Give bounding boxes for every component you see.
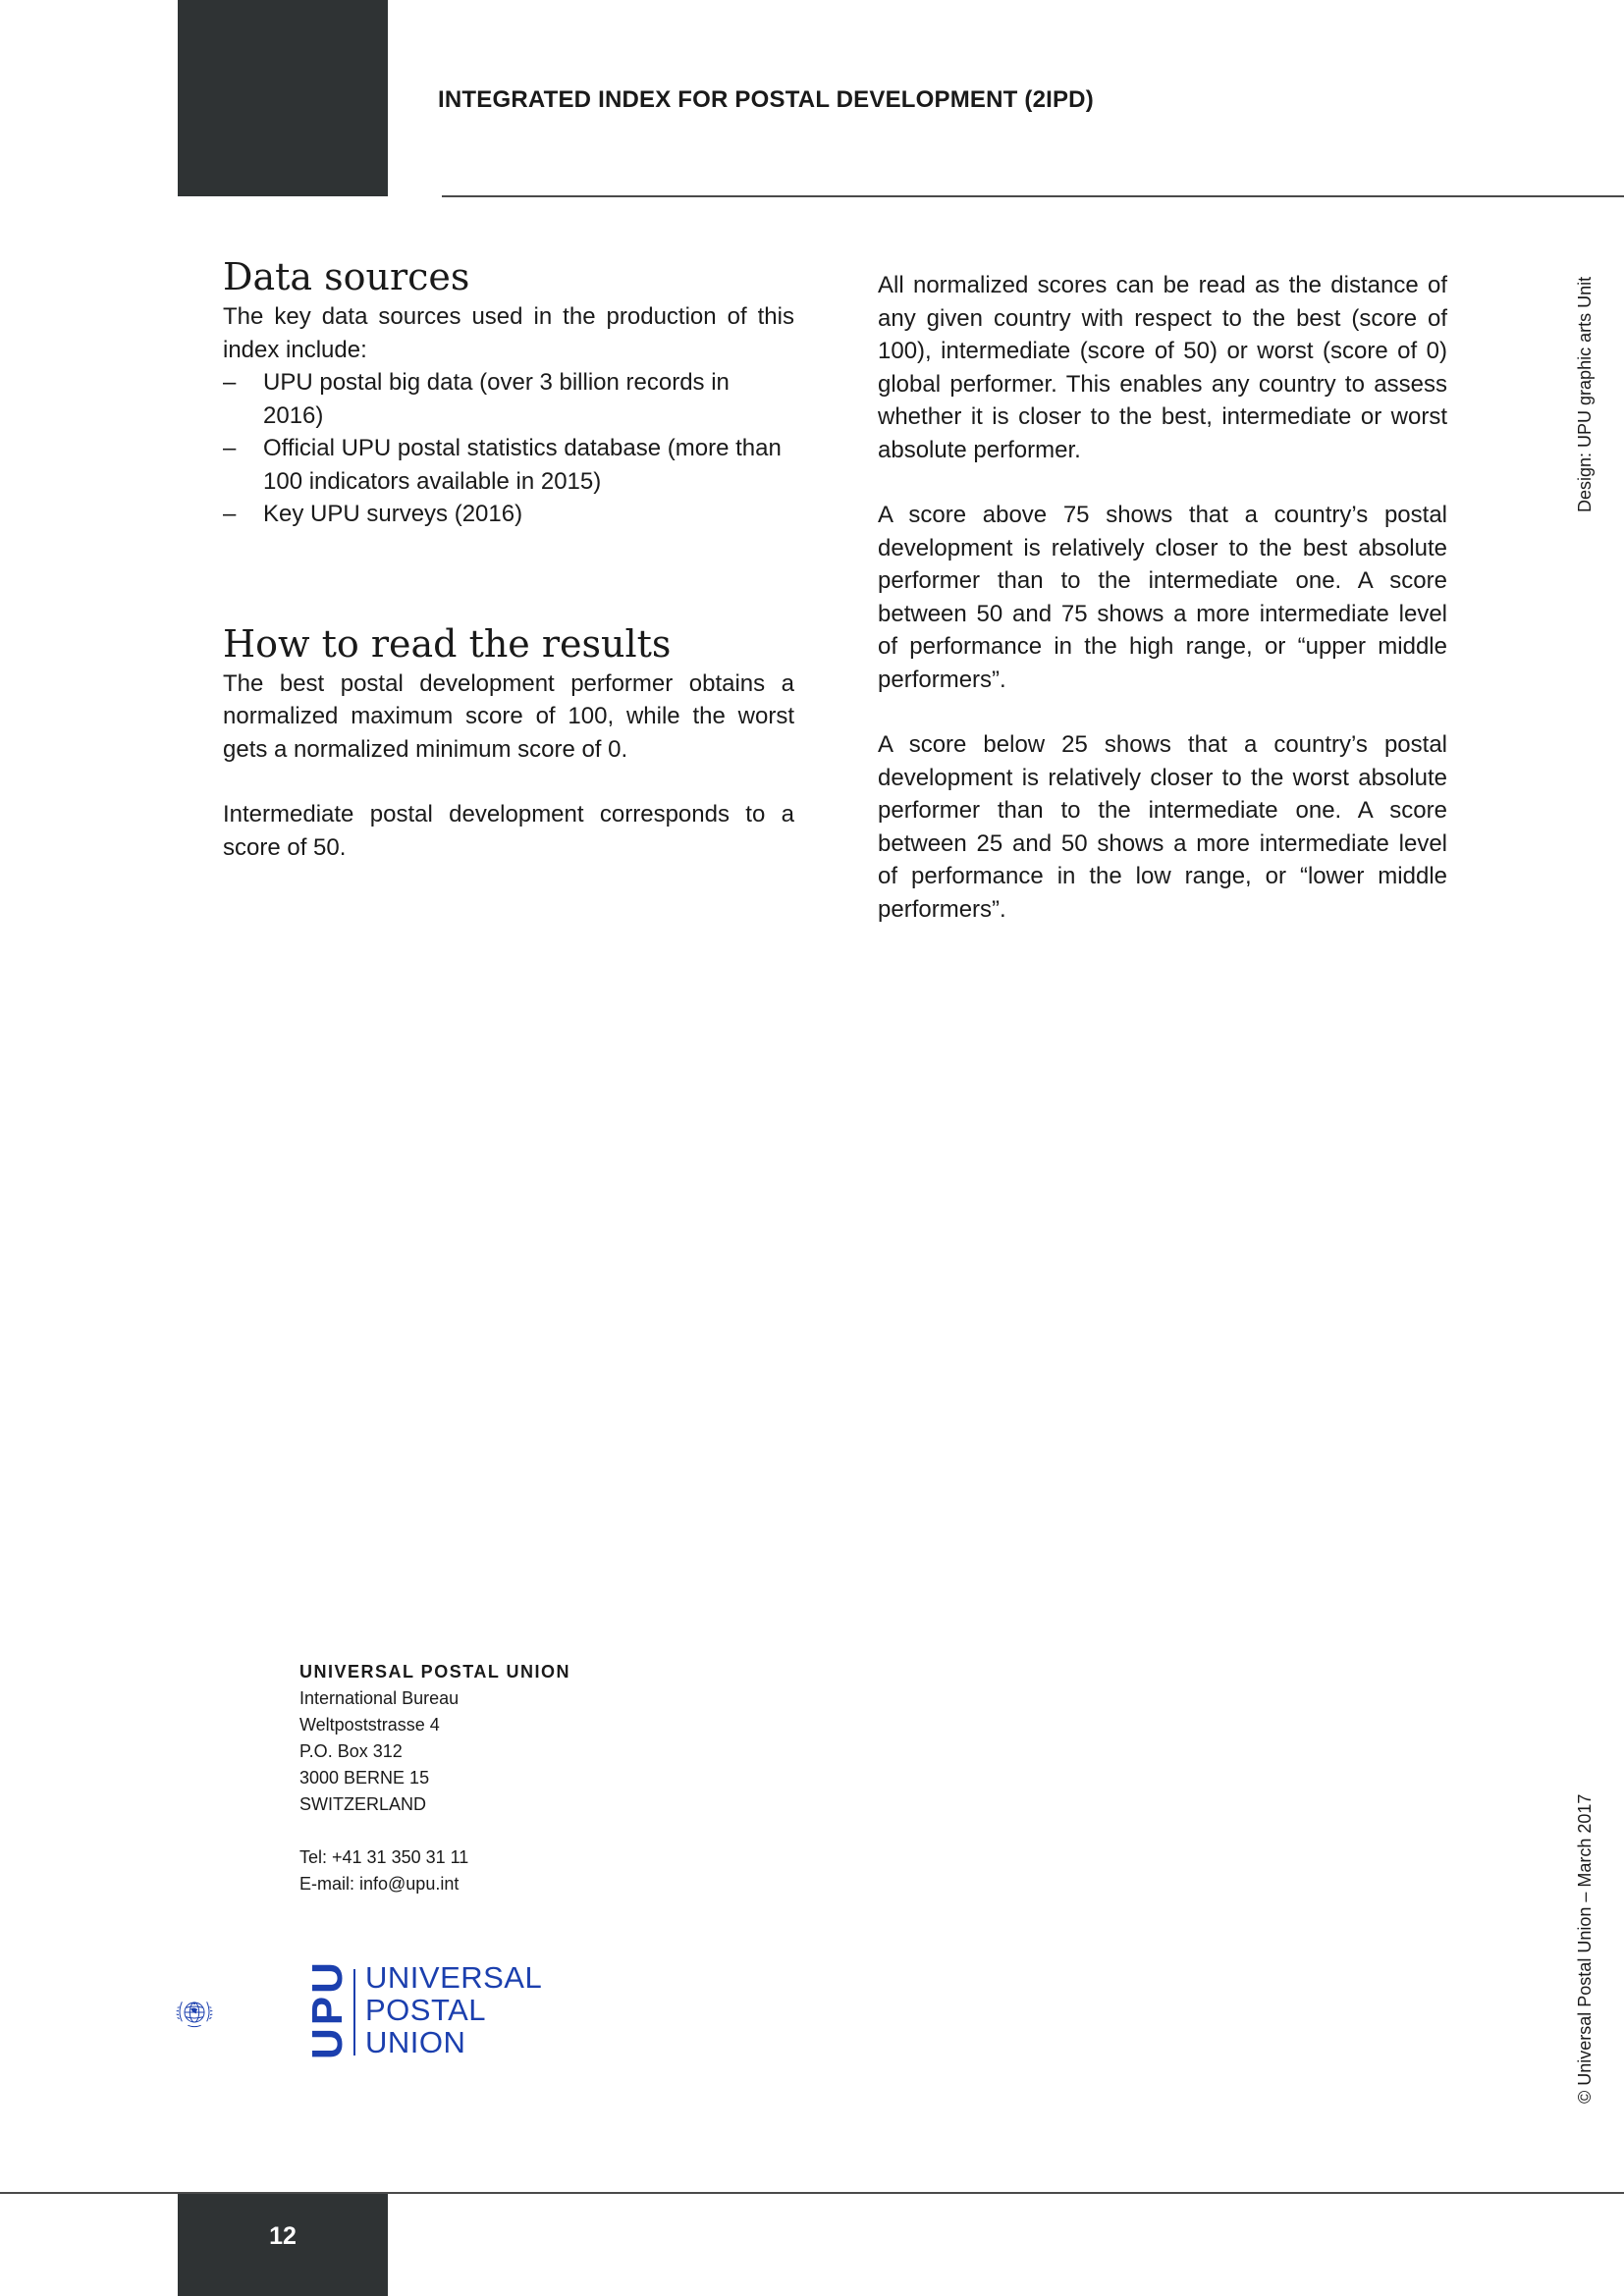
scores-paragraph-1: All normalized scores can be read as the distance of any given country with respect to the best (score of 100), intermediate (score of 50) or worst (score of 0) global performer. This enables any country to assess whether it is closer to the best, intermediate or worst absolute performer. — [878, 272, 1447, 463]
left-column — [223, 253, 794, 864]
running-header-title: INTEGRATED INDEX FOR POSTAL DEVELOPMENT (2IPD) — [438, 86, 1094, 113]
un-emblem-icon — [175, 1963, 293, 2061]
list-item — [223, 498, 794, 531]
upu-acronym: UPU — [303, 1959, 352, 2059]
list-item — [223, 432, 794, 498]
address-org-name: UNIVERSAL POSTAL UNION — [299, 1662, 571, 1682]
how-to-read-paragraph-1: The best postal development performer obtains a normalized maximum score of 100, while the worst gets a normalized minimum score of 0. — [223, 669, 794, 763]
scores-paragraph-2: A score above 75 shows that a country’s postal development is relatively closer to the best absolute performer than to the intermediate one. A score between 50 and 75 shows a more intermediate level of performance in the high range, or “upper middle performers”. — [878, 502, 1447, 693]
address-block — [299, 1659, 570, 1897]
logo-line: UNIVERSAL — [365, 1960, 543, 1995]
list-item-text: UPU postal big data (over 3 billion records in 2016) — [263, 369, 730, 429]
dash-bullet: – — [223, 369, 237, 396]
data-sources-list — [223, 366, 794, 531]
header-dark-block — [178, 0, 388, 196]
upu-logo-text — [365, 1961, 542, 2058]
list-item — [223, 366, 794, 432]
logo-line: POSTAL — [365, 1993, 487, 2027]
data-sources-heading: Data sources — [223, 255, 470, 298]
address-line: 3000 BERNE 15 — [299, 1768, 430, 1788]
address-email: E-mail: info@upu.int — [299, 1874, 460, 1894]
address-line: International Bureau — [299, 1688, 460, 1708]
page-number: 12 — [269, 2222, 297, 2250]
address-line: SWITZERLAND — [299, 1794, 427, 1814]
address-line: P.O. Box 312 — [299, 1741, 403, 1761]
list-item-text: Official UPU postal statistics database (more than 100 indicators available in 2015) — [263, 435, 782, 495]
how-to-read-paragraph-2: Intermediate postal development corresponds to a score of 50. — [223, 801, 794, 861]
copyright-notice: © Universal Postal Union – March 2017 — [1575, 1793, 1595, 2104]
dash-bullet: – — [223, 435, 237, 461]
address-line: Weltpoststrasse 4 — [299, 1715, 440, 1735]
dash-bullet: – — [223, 501, 237, 527]
design-credit: Design: UPU graphic arts Unit — [1575, 276, 1595, 512]
scores-paragraph-3: A score below 25 shows that a country’s postal development is relatively closer to the worst absolute performer than to the intermediate one. A score between 25 and 50 shows a more intermediate level of performance in the low range, or “lower middle performers”. — [878, 731, 1447, 923]
logo-divider — [353, 1969, 355, 2056]
data-sources-intro: The key data sources used in the production of this index include: — [223, 303, 794, 363]
address-tel: Tel: +41 31 350 31 11 — [299, 1847, 469, 1867]
logo-line: UNION — [365, 2025, 466, 2059]
how-to-read-heading: How to read the results — [223, 621, 672, 666]
list-item-text: Key UPU surveys (2016) — [263, 501, 523, 527]
header-rule — [442, 195, 1624, 197]
right-column — [878, 269, 1447, 926]
